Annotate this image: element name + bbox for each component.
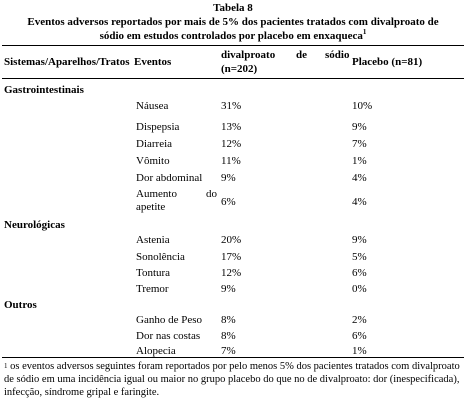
event-sonolencia: Sonolência	[136, 251, 185, 263]
drug-dor-nas-costas: 8%	[221, 330, 236, 342]
placebo-vomito: 1%	[352, 155, 367, 167]
footnote-marker: 1	[362, 28, 367, 36]
drug-tontura: 12%	[221, 267, 242, 279]
drug-dispepsia: 13%	[221, 121, 242, 133]
header-placebo: Placebo (n=81)	[352, 56, 423, 68]
event-aumento-apetite-line2: apetite	[136, 201, 166, 213]
placebo-aumento-apetite: 4%	[352, 196, 367, 208]
placebo-dispepsia: 9%	[352, 121, 367, 133]
drug-astenia: 20%	[221, 234, 242, 246]
drug-nausea: 31%	[221, 100, 242, 112]
event-tontura: Tontura	[136, 267, 171, 279]
header-drug-word2: de	[296, 49, 307, 61]
header-bottom-rule	[2, 78, 464, 79]
placebo-alopecia: 1%	[352, 345, 367, 357]
event-aumento-apetite-part1: Aumento	[136, 188, 177, 200]
drug-diarreia: 12%	[221, 138, 242, 150]
event-vomito: Vômito	[136, 155, 170, 167]
event-aumento-apetite-part2: do	[206, 188, 217, 200]
event-ganho-de-peso: Ganho de Peso	[136, 314, 202, 326]
group-gastrointestinais: Gastrointestinais	[4, 84, 84, 96]
event-dor-nas-costas: Dor nas costas	[136, 330, 201, 342]
placebo-tontura: 6%	[352, 267, 367, 279]
drug-ganho-de-peso: 8%	[221, 314, 236, 326]
placebo-dor-nas-costas: 6%	[352, 330, 367, 342]
header-systems: Sistemas/Aparelhos/Tratos	[4, 56, 130, 68]
drug-alopecia: 7%	[221, 345, 236, 357]
placebo-diarreia: 7%	[352, 138, 367, 150]
placebo-tremor: 0%	[352, 283, 367, 295]
footnote	[4, 360, 462, 399]
header-drug-word1: divalproato	[221, 49, 276, 61]
placebo-astenia: 9%	[352, 234, 367, 246]
drug-vomito: 11%	[221, 155, 241, 167]
event-dispepsia: Dispepsia	[136, 121, 180, 133]
drug-dor-abdominal: 9%	[221, 172, 236, 184]
event-nausea: Náusea	[136, 100, 169, 112]
group-neurologicas: Neurológicas	[4, 219, 65, 231]
event-dor-abdominal: Dor abdominal	[136, 172, 203, 184]
table-top-rule	[2, 45, 464, 46]
header-drug-word3: sódio	[325, 49, 350, 61]
footnote-text: os eventos adversos seguintes foram reportados por pelo menos 5% dos pacientes tratados com divalproato de sódio em uma incidência igual ou maior no grupo placebo do que no de divalproato: dor (inespecificada), infecção, síndrome gripal e faringite.	[4, 361, 460, 398]
placebo-nausea: 10%	[352, 100, 373, 112]
placebo-sonolencia: 5%	[352, 251, 367, 263]
table-title-line2	[0, 30, 466, 42]
event-tremor: Tremor	[136, 283, 169, 295]
placebo-dor-abdominal: 4%	[352, 172, 367, 184]
table-bottom-rule	[2, 357, 464, 358]
event-diarreia: Diarreia	[136, 138, 173, 150]
group-outros: Outros	[4, 299, 37, 311]
event-astenia: Astenia	[136, 234, 170, 246]
table-title-line1: Eventos adversos reportados por mais de 5% dos pacientes tratados com divalproato de	[27, 16, 439, 28]
drug-sonolencia: 17%	[221, 251, 242, 263]
footnote-number: 1	[4, 362, 8, 370]
table-title-line2-text: sódio em estudos controlados por placebo em enxaqueca	[99, 30, 363, 42]
placebo-ganho-de-peso: 2%	[352, 314, 367, 326]
header-drug-n: (n=202)	[221, 63, 258, 75]
table-number: Tabela 8	[213, 2, 253, 14]
event-alopecia: Alopecia	[136, 345, 176, 357]
header-events: Eventos	[134, 56, 172, 68]
drug-tremor: 9%	[221, 283, 236, 295]
drug-aumento-apetite: 6%	[221, 196, 236, 208]
